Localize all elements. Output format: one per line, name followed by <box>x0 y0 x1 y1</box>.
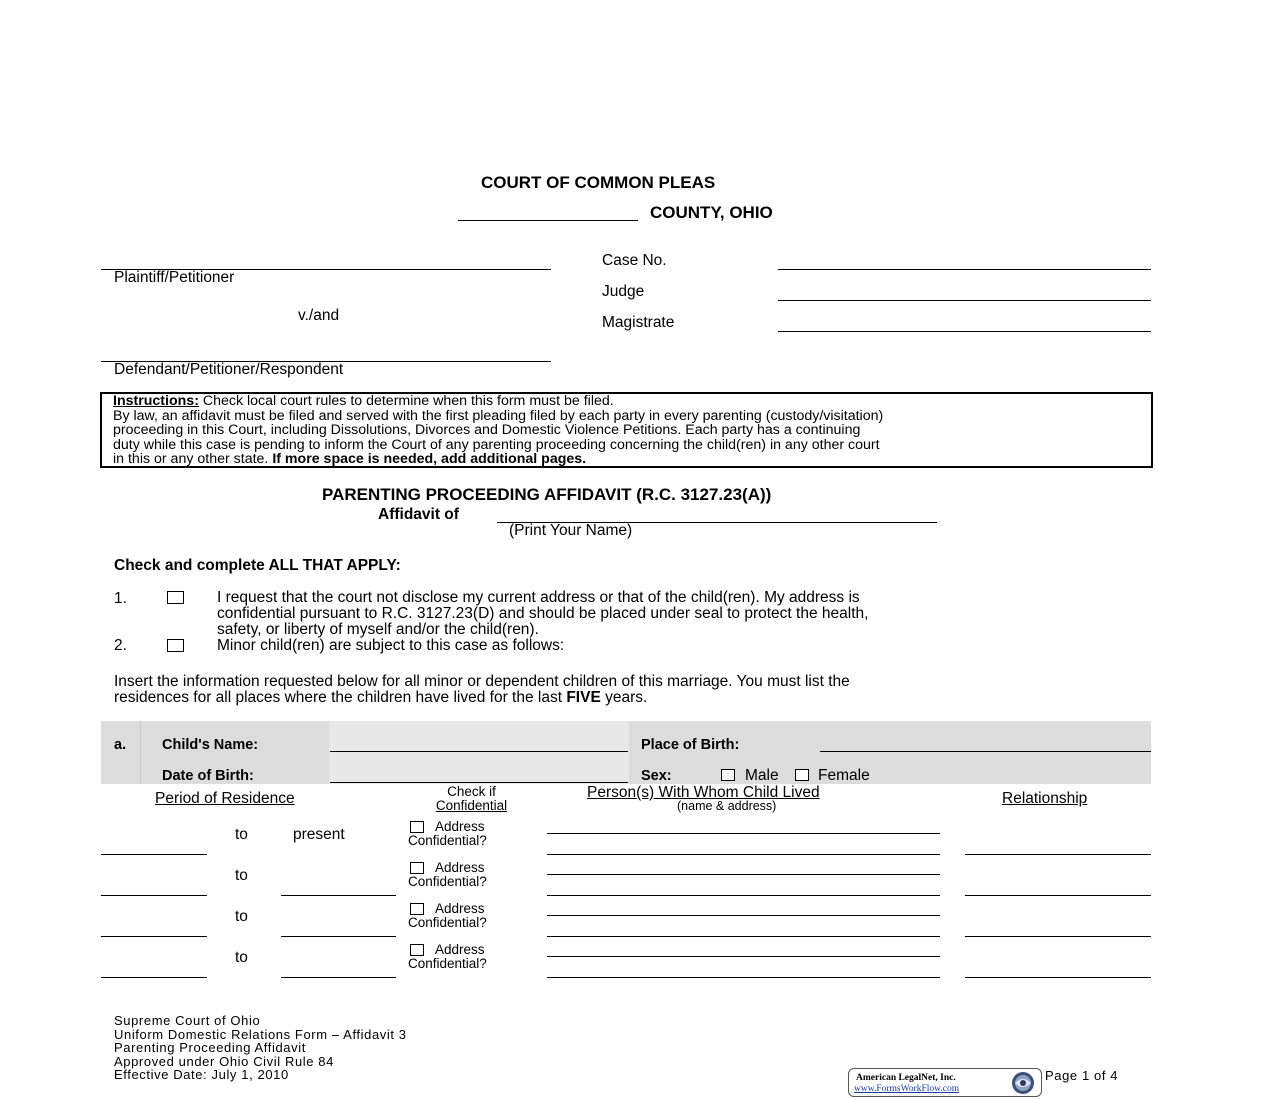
instructions-line1: Check local court rules to determine when this form must be filed. <box>198 393 614 409</box>
child-letter: a. <box>114 737 127 753</box>
sex-label: Sex: <box>641 768 672 784</box>
row2-person-field-1[interactable] <box>547 874 940 875</box>
row3-confidential-label: Confidential? <box>408 915 487 930</box>
check-heading: Check and complete ALL THAT APPLY: <box>114 557 401 574</box>
row4-person-field-1[interactable] <box>547 956 940 957</box>
row1-confidential-label: Confidential? <box>408 833 487 848</box>
instructions-line5-bold: If more space is needed, add additional pages. <box>272 451 587 468</box>
childs-name-field[interactable] <box>330 751 628 752</box>
insert-info-line2a: residences for all places where the children have lived for the last <box>114 689 567 706</box>
versus-label: v./and <box>298 307 340 324</box>
item-2-number: 2. <box>114 637 127 654</box>
item-1-text <box>217 590 868 638</box>
item-1-line3: safety, or liberty of myself and/or the child(ren). <box>217 621 539 638</box>
footer-line5: Effective Date: July 1, 2010 <box>114 1067 289 1082</box>
item-2-text: Minor child(ren) are subject to this case as follows: <box>217 637 565 654</box>
plaintiff-label: Plaintiff/Petitioner <box>114 269 235 286</box>
row3-person-field-1[interactable] <box>547 915 940 916</box>
magistrate-field[interactable] <box>778 331 1151 332</box>
judge-label: Judge <box>602 283 645 300</box>
row1-relationship-field[interactable] <box>965 854 1151 855</box>
instructions-label: Instructions: <box>113 393 199 409</box>
row1-to: to <box>235 826 248 843</box>
item-1-number: 1. <box>114 590 127 607</box>
row1-confidential-checkbox[interactable] <box>410 821 424 833</box>
female-label: Female <box>818 767 870 784</box>
row3-from-field[interactable] <box>101 936 207 937</box>
childs-name-label: Child's Name: <box>162 737 259 753</box>
logo-url: www.FormsWorkFlow.com <box>854 1084 960 1094</box>
child-info-divider <box>140 721 141 784</box>
defendant-label: Defendant/Petitioner/Respondent <box>114 361 344 378</box>
row2-confidential-label: Confidential? <box>408 874 487 889</box>
date-of-birth-label: Date of Birth: <box>162 768 254 784</box>
footer-line3: Parenting Proceeding Affidavit <box>114 1040 306 1055</box>
row4-address-label: Address <box>435 942 485 957</box>
relationship-header: Relationship <box>1002 790 1088 807</box>
female-checkbox[interactable] <box>795 769 809 781</box>
magistrate-label: Magistrate <box>602 314 675 331</box>
item-2-checkbox[interactable] <box>167 639 184 652</box>
row3-person-field-2[interactable] <box>547 936 940 937</box>
instructions-line2: By law, an affidavit must be filed and served with the first pleading filed by each party in every parenting (custody/visitation) <box>113 407 884 424</box>
place-of-birth-field[interactable] <box>820 751 1151 752</box>
judge-field[interactable] <box>778 300 1151 301</box>
date-of-birth-field[interactable] <box>330 782 628 783</box>
item-1-line2: confidential pursuant to R.C. 3127.23(D) and should be placed under seal to protect the health, <box>217 605 869 622</box>
row2-from-field[interactable] <box>101 895 207 896</box>
row3-confidential-checkbox[interactable] <box>410 903 424 915</box>
county-name-field[interactable] <box>458 220 638 221</box>
row1-from-field[interactable] <box>101 854 207 855</box>
row4-relationship-field[interactable] <box>965 977 1151 978</box>
insert-info-five: FIVE <box>566 689 601 706</box>
americanlegalnet-logo[interactable] <box>848 1068 1042 1097</box>
persons-subheader: (name & address) <box>677 799 777 813</box>
row2-relationship-field[interactable] <box>965 895 1151 896</box>
instructions-line5: in this or any other state. <box>113 451 273 468</box>
row4-from-field[interactable] <box>101 977 207 978</box>
check-if-line1: Check if <box>447 784 496 799</box>
page-number: Page 1 of 4 <box>1045 1068 1119 1083</box>
footer-line2: Uniform Domestic Relations Form – Affidavit 3 <box>114 1026 407 1042</box>
row4-person-field-2[interactable] <box>547 977 940 978</box>
persons-header: Person(s) With Whom Child Lived <box>587 784 820 801</box>
row1-person-field-2[interactable] <box>547 854 940 855</box>
insert-info-line1: Insert the information requested below for all minor or dependent children of this marriage. You must list the <box>114 673 850 690</box>
footer-info <box>114 1014 407 1082</box>
case-no-field[interactable] <box>778 269 1151 270</box>
case-no-label: Case No. <box>602 252 667 269</box>
row3-relationship-field[interactable] <box>965 936 1151 937</box>
row1-address-label: Address <box>435 819 485 834</box>
globe-icon <box>1005 1070 1041 1096</box>
footer-line4: Approved under Ohio Civil Rule 84 <box>114 1053 334 1069</box>
affidavit-of-label: Affidavit of <box>378 506 459 523</box>
row4-confidential-label: Confidential? <box>408 956 487 971</box>
instructions-line4: duty while this case is pending to inform the Court of any parenting proceeding concerning the child(ren) in any other court <box>113 436 880 453</box>
item-1-checkbox[interactable] <box>167 591 184 604</box>
row2-to-field[interactable] <box>281 895 396 896</box>
period-header: Period of Residence <box>155 790 295 807</box>
row2-address-label: Address <box>435 860 485 875</box>
logo-company-name: American LegalNet, Inc. <box>856 1073 956 1083</box>
check-if-line2: Confidential <box>435 798 508 813</box>
row4-to: to <box>235 949 248 966</box>
row1-present: present <box>293 826 345 843</box>
county-label: COUNTY, OHIO <box>650 203 773 222</box>
print-name-hint: (Print Your Name) <box>509 522 633 539</box>
childs-name-field-bg <box>329 721 629 784</box>
instructions-line3: proceeding in this Court, including Dissolutions, Divorces and Domestic Violence Petitions. Each party has a continuing <box>113 422 861 439</box>
insert-info-text <box>114 674 850 706</box>
row3-address-label: Address <box>435 901 485 916</box>
place-of-birth-label: Place of Birth: <box>641 737 740 753</box>
affidavit-title: PARENTING PROCEEDING AFFIDAVIT (R.C. 3127.23(A)) <box>322 485 772 504</box>
item-1-line1: I request that the court not disclose my current address or that of the child(ren). My address is <box>217 589 860 606</box>
row1-person-field-1[interactable] <box>547 833 940 834</box>
row3-to-field[interactable] <box>281 936 396 937</box>
row4-to-field[interactable] <box>281 977 396 978</box>
row3-to: to <box>235 908 248 925</box>
insert-info-line2b: years. <box>600 689 648 706</box>
instructions-text <box>113 394 1148 467</box>
row2-to: to <box>235 867 248 884</box>
row4-confidential-checkbox[interactable] <box>410 944 424 956</box>
row2-confidential-checkbox[interactable] <box>410 862 424 874</box>
check-if-header <box>414 785 529 813</box>
footer-line1: Supreme Court of Ohio <box>114 1013 261 1028</box>
male-label: Male <box>745 767 779 784</box>
male-checkbox[interactable] <box>721 769 735 781</box>
court-title: COURT OF COMMON PLEAS <box>481 173 716 192</box>
row2-person-field-2[interactable] <box>547 895 940 896</box>
